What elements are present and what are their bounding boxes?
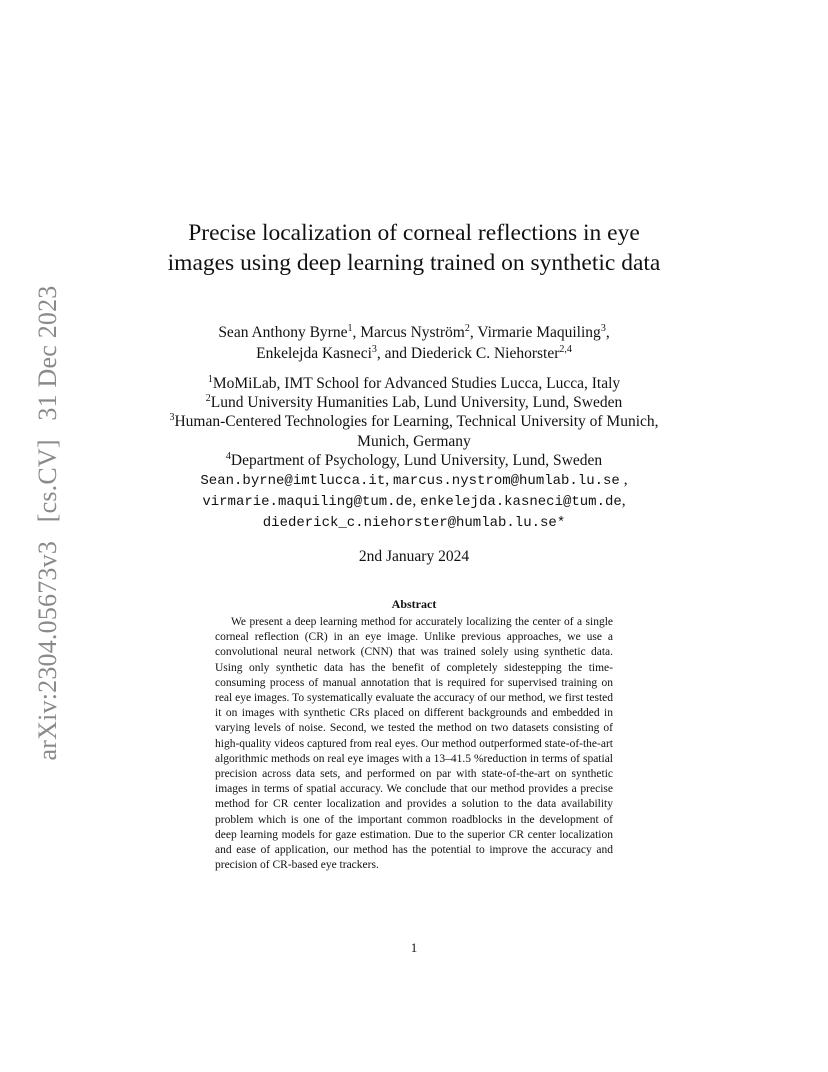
author-affiliation-mark: 1 xyxy=(347,322,353,334)
affiliation-mark: 2 xyxy=(205,393,211,405)
affiliation-text: Lund University Humanities Lab, Lund University, Lund, Sweden xyxy=(210,394,623,412)
affiliation-mark: 1 xyxy=(207,373,213,385)
email-link[interactable]: Sean.byrne@imtlucca.it xyxy=(200,473,386,490)
affiliation-line xyxy=(140,412,688,450)
affiliation-text: Department of Psychology, Lund University, Lund, Sweden xyxy=(230,451,603,469)
email-line xyxy=(140,512,688,533)
affiliation-mark: 3 xyxy=(169,412,175,424)
author-name: Enkelejda Kasneci xyxy=(256,345,372,362)
arxiv-date: 31 Dec 2023 xyxy=(33,285,62,421)
email-line: virmarie.maquiling@tum.de, enkelejda.kasneci@tum.de, xyxy=(202,492,626,511)
page-number: 1 xyxy=(410,940,418,955)
author-affiliation-mark: 3 xyxy=(371,343,377,355)
author-affiliation-mark: 3 xyxy=(600,322,606,334)
arxiv-stamp xyxy=(33,280,63,767)
author-name: Diederick C. Niehorster xyxy=(410,345,560,362)
paper-title: Precise localization of corneal reflections in eye images using deep learning trained on synthetic data xyxy=(167,220,661,276)
author-name: Sean Anthony Byrne xyxy=(218,324,348,341)
affiliation-mark: 4 xyxy=(225,450,231,462)
arxiv-id[interactable]: arXiv:2304.05673v3 xyxy=(33,540,62,761)
author-list: Sean Anthony Byrne$^1$, Marcus Nyström$^2$, Virmarie Maquiling$^3$, Enkelejda Kasneci$^3$, and Diederick C. Niehorster$^{2,4}$ xyxy=(218,322,610,362)
email-link[interactable]: virmarie.maquiling@tum.de xyxy=(202,494,413,511)
email-link[interactable]: marcus.nystrom@humlab.lu.se xyxy=(393,473,620,490)
arxiv-category: [cs.CV] xyxy=(33,439,62,523)
affiliation-text: MoMiLab, IMT School for Advanced Studies Lucca, Lucca, Italy xyxy=(212,375,621,392)
abstract-heading: Abstract xyxy=(391,597,437,611)
email-link[interactable]: enkelejda.kasneci@tum.de xyxy=(420,494,622,511)
author-affiliation-mark: 2 xyxy=(464,322,470,334)
email-line: Sean.byrne@imtlucca.it, marcus.nystrom@humlab.lu.se , xyxy=(200,471,628,490)
affiliation-block xyxy=(140,374,688,534)
email-link[interactable]: diederick_c.niehorster@humlab.lu.se* xyxy=(262,515,566,532)
affiliation-line xyxy=(140,374,688,393)
abstract-text: We present a deep learning method for accurately localizing the center of a single corneal reflection (CR) in an eye image. Unlike previous approaches, we use a convolutional neural network (CNN) that was trained solely using synthetic data. Using only synthetic data has the benefit of completely sidestepping the time-consuming process of manual annotation that is required for supervised training on real eye images. To systematically evaluate the accuracy of our method, we first tested it on images with synthetic CRs placed on different backgrounds and embedded in varying levels of noise. Second, we tested the method on two datasets consisting of high-quality videos captured from real eyes. Our method outperformed state-of-the-art algorithmic methods on real eye images with a 13–41.5 %reduction in terms of spatial precision across data sets, and performed on par with state-of-the-art on synthetic images in terms of spatial accuracy. We conclude that our method provides a precise method for CR center localization and provides a solution to the data availability problem which is one of the important common roadblocks in the development of deep learning models for gaze estimation. Due to the superior CR center localization and ease of application, our method has the potential to improve the accuracy and precision of CR-based eye trackers. xyxy=(215,616,613,872)
affiliation-line xyxy=(140,451,688,470)
author-name: Marcus Nyström xyxy=(360,324,465,341)
author-affiliation-mark: 2,4 xyxy=(559,343,572,355)
paper-date: 2nd January 2024 xyxy=(358,548,470,565)
affiliation-line xyxy=(140,393,688,412)
author-name: Virmarie Maquiling xyxy=(477,324,601,341)
affiliation-text: Human-Centered Technologies for Learning, Technical University of Munich, Munich, Germany xyxy=(174,413,659,450)
